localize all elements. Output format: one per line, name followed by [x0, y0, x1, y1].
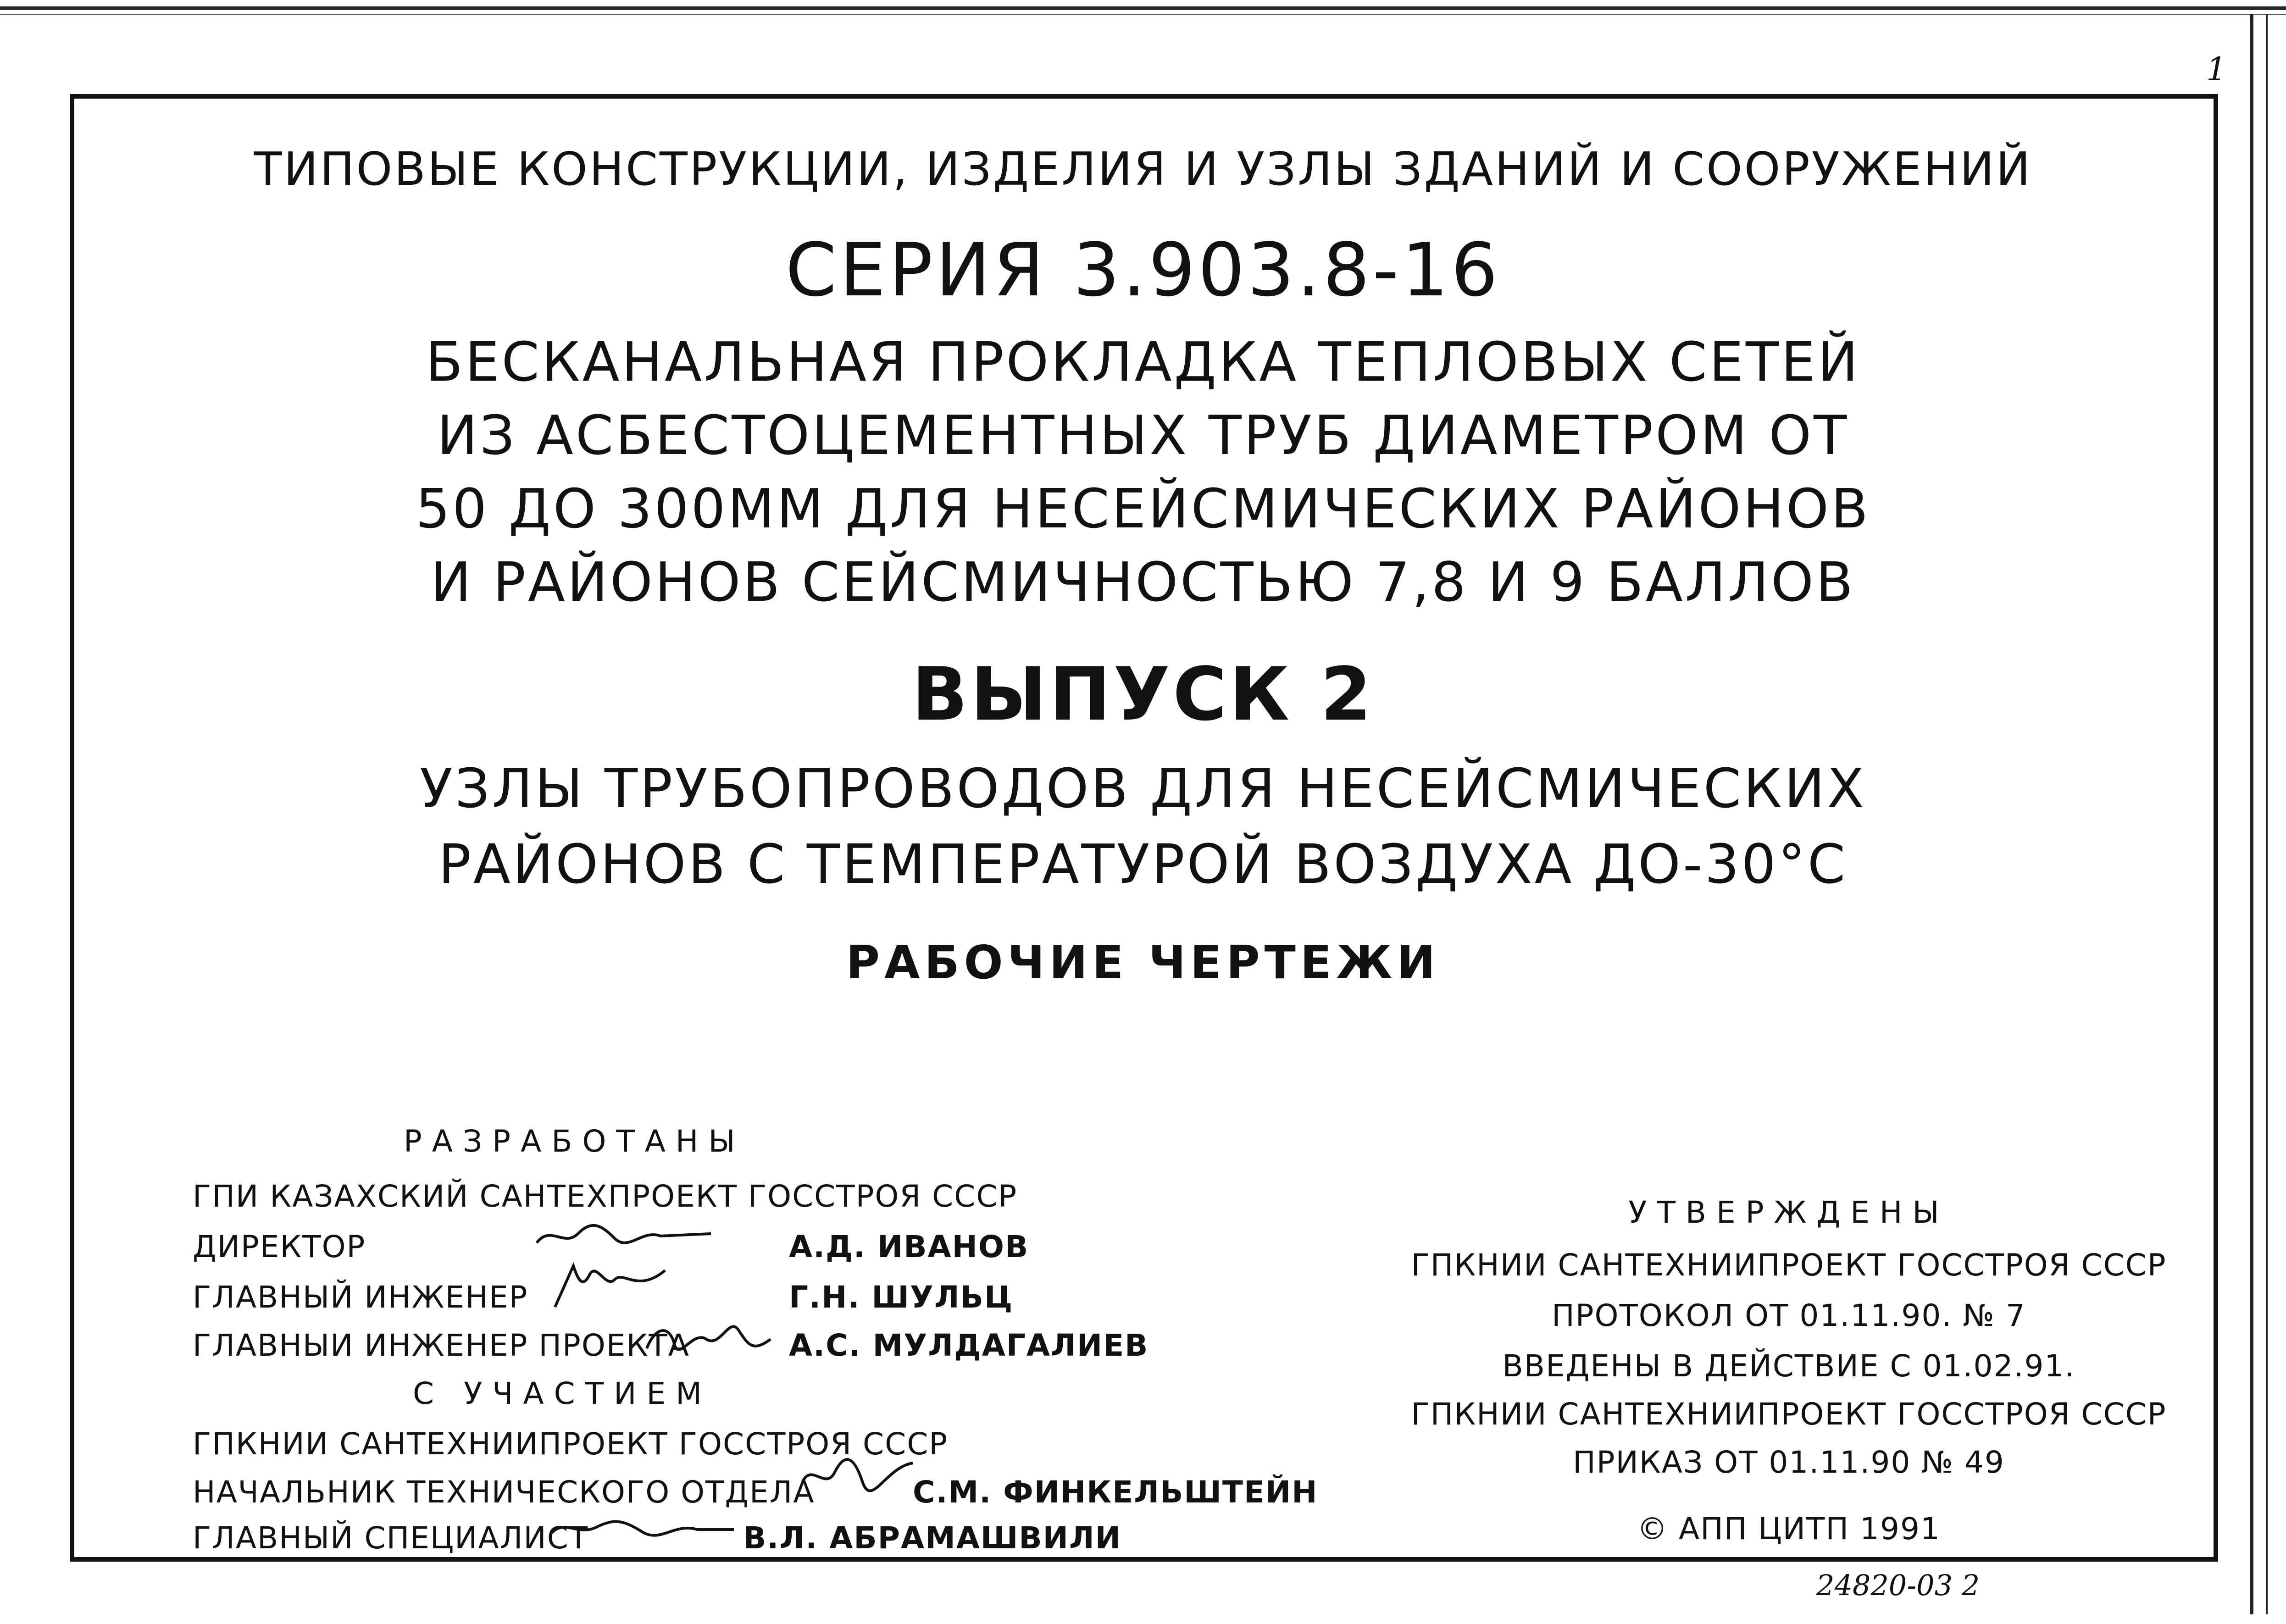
- signature-project-engineer: [642, 1312, 780, 1358]
- role-label: НАЧАЛЬНИК ТЕХНИЧЕСКОГО ОТДЕЛА: [193, 1474, 815, 1510]
- person-name: А.Д. ИВАНОВ: [789, 1229, 1029, 1264]
- issue-line: УЗЛЫ ТРУБОПРОВОДОВ ДЛЯ НЕСЕЙСМИЧЕСКИХ: [419, 757, 1867, 820]
- series-group-title: ТИПОВЫЕ КОНСТРУКЦИИ, ИЗДЕЛИЯ И УЗЛЫ ЗДАНИЙ И СООРУЖЕНИЙ: [254, 142, 2032, 196]
- person-name: Г.Н. ШУЛЬЦ: [789, 1280, 1014, 1315]
- subject-line: 50 ДО 300ММ ДЛЯ НЕСЕЙСМИЧЕСКИХ РАЙОНОВ: [416, 477, 1870, 540]
- participation-heading: С УЧАСТИЕМ: [413, 1376, 712, 1411]
- signature-chief-specialist: [546, 1509, 738, 1546]
- approved-line: ВВЕДЕНЫ В ДЕЙСТВИЕ С 01.02.91.: [1502, 1348, 2075, 1384]
- signature-tech-dept-head: [798, 1449, 917, 1500]
- participation-org: ГПКНИИ САНТЕХНИИПРОЕКТ ГОССТРОЯ СССР: [193, 1426, 949, 1462]
- role-label: ГЛАВНЫЙ ИНЖЕНЕР: [193, 1280, 528, 1315]
- approved-line: ПРОТОКОЛ ОТ 01.11.90. № 7: [1552, 1298, 2026, 1333]
- footer-code: 24820-03 2: [1816, 1569, 1980, 1602]
- series-number: СЕРИЯ 3.903.8-16: [785, 227, 1501, 313]
- subject-line: БЕСКАНАЛЬНАЯ ПРОКЛАДКА ТЕПЛОВЫХ СЕТЕЙ: [426, 330, 1860, 394]
- role-label: ГЛАВНЫИ ИНЖЕНЕР ПРОЕКТА: [193, 1328, 690, 1363]
- signature-director: [532, 1215, 716, 1257]
- approved-heading: УТВЕРЖДЕНЫ: [1628, 1195, 1949, 1230]
- issue-title: ВЫПУСК 2: [911, 651, 1375, 737]
- copyright: © АПП ЦИТП 1991: [1637, 1511, 1941, 1546]
- subject-line: ИЗ АСБЕСТОЦЕМЕНТНЫХ ТРУБ ДИАМЕТРОМ ОТ: [437, 404, 1849, 467]
- person-name: С.М. ФИНКЕЛЬШТЕЙН: [913, 1474, 1318, 1510]
- developed-org: ГПИ КАЗАХСКИЙ САНТЕХПРОЕКТ ГОССТРОЯ СССР: [193, 1179, 1018, 1214]
- person-name: А.С. МУЛДАГАЛИЕВ: [789, 1328, 1149, 1363]
- approved-line: ГПКНИИ САНТЕХНИИПРОЕКТ ГОССТРОЯ СССР: [1411, 1397, 2167, 1432]
- developed-heading: РАЗРАБОТАНЫ: [404, 1124, 745, 1159]
- approved-line: ПРИКАЗ ОТ 01.11.90 № 49: [1573, 1445, 2005, 1480]
- issue-line: РАЙОНОВ С ТЕМПЕРАТУРОЙ ВОЗДУХА ДО-30°С: [438, 832, 1848, 896]
- subject-line: И РАЙОНОВ СЕЙСМИЧНОСТЬЮ 7,8 И 9 БАЛЛОВ: [431, 550, 1855, 614]
- role-label: ДИРЕКТОР: [193, 1229, 366, 1264]
- approved-line: ГПКНИИ САНТЕХНИИПРОЕКТ ГОССТРОЯ СССР: [1411, 1247, 2167, 1283]
- page-number: 1: [2206, 50, 2227, 88]
- person-name: В.Л. АБРАМАШВИЛИ: [743, 1520, 1121, 1556]
- role-label: ГЛАВНЫЙ СПЕЦИАЛИСТ: [193, 1520, 589, 1556]
- top-border-line: [0, 6, 2286, 10]
- signature-chief-engineer: [546, 1261, 683, 1312]
- doc-type: РАБОЧИЕ ЧЕРТЕЖИ: [846, 936, 1440, 989]
- top-border-line-thin: [0, 14, 2286, 15]
